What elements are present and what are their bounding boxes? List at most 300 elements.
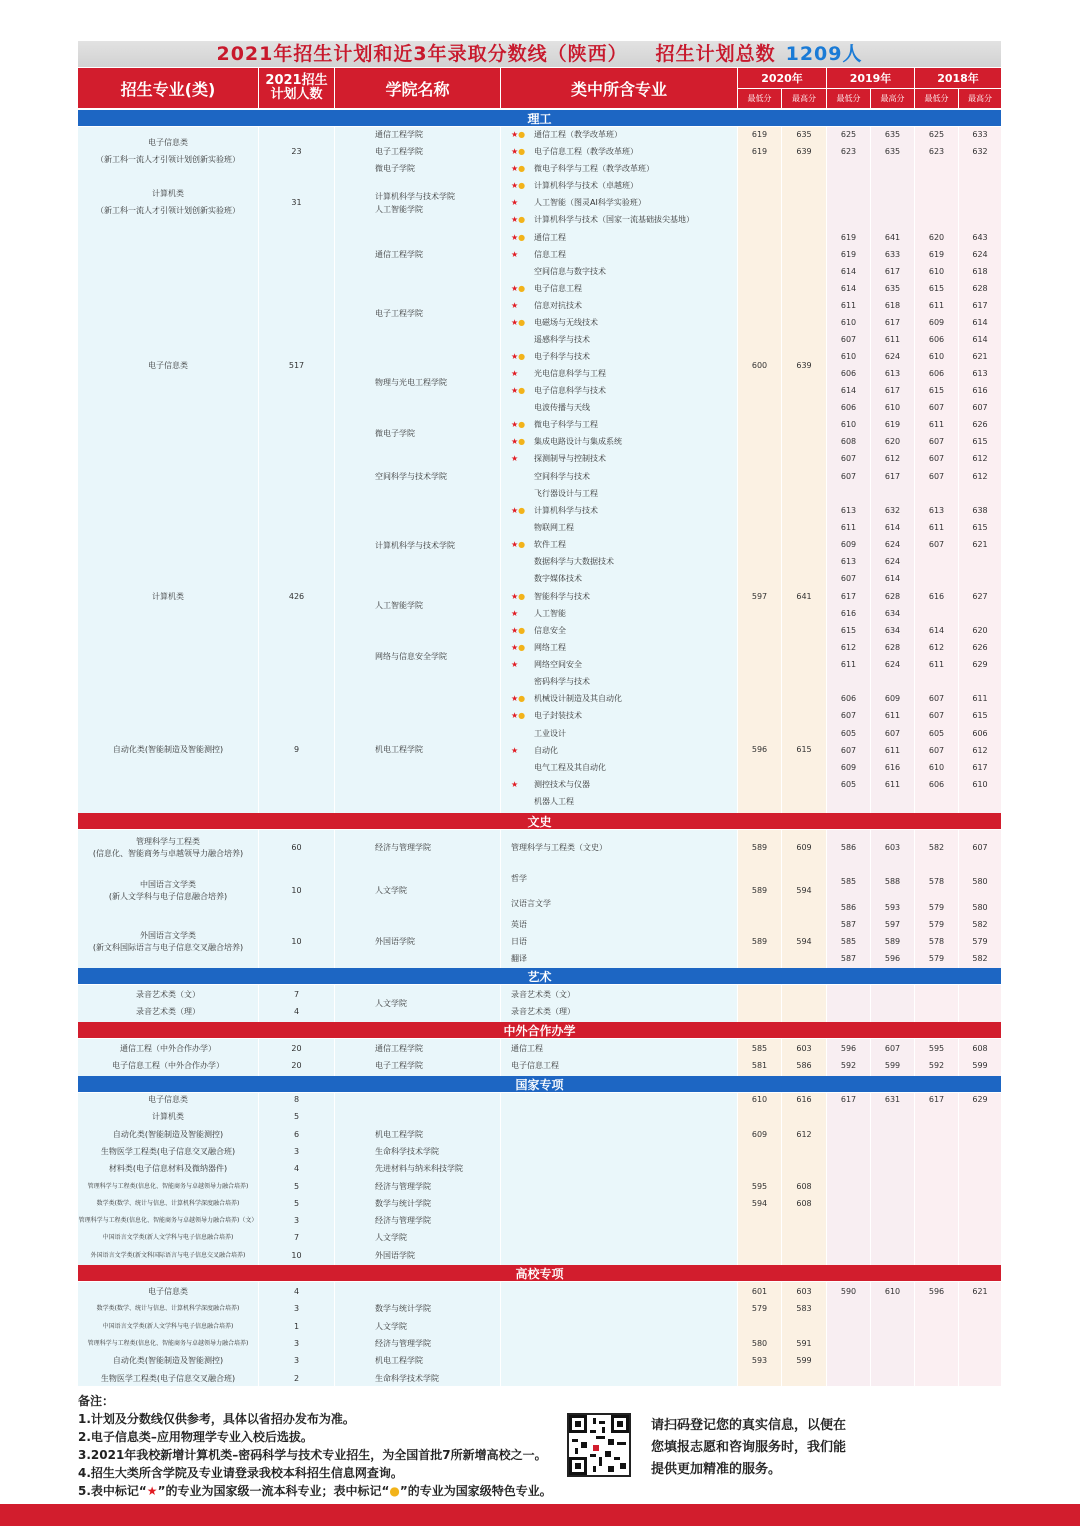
header-2019: 2019年 <box>827 68 914 88</box>
score-2019-high: 628 <box>884 643 901 652</box>
score-2018-high: 618 <box>972 267 988 276</box>
major-name: 材料类(电子信息材料及微纳器件) <box>108 1164 228 1174</box>
star-icon: ★ <box>511 660 519 669</box>
score-2019-high: 628 <box>884 592 901 601</box>
score: 610 <box>884 1287 901 1296</box>
column-bg <box>335 1282 500 1386</box>
score-2020-low: 589 <box>751 886 768 895</box>
college-name: 通信工程学院 <box>375 1044 423 1053</box>
score-2018-low: 610 <box>928 763 945 772</box>
dot-icon: ● <box>518 626 526 635</box>
column-bg <box>501 1093 737 1265</box>
score-2019-low: 619 <box>840 233 857 242</box>
score-2019-high: 635 <box>884 284 901 293</box>
section-wenshi: 文史 <box>78 813 1001 829</box>
college-name: 数学与统计学院 <box>375 1304 431 1314</box>
score: 582 <box>972 954 988 963</box>
college-name: 机电工程学院 <box>375 1129 423 1139</box>
star-icon: ★ <box>511 250 519 259</box>
major-name: 数学类(数学、统计与信息、计算机科学深度融合培养) <box>96 1199 240 1207</box>
score-2019-low: 605 <box>840 780 857 789</box>
score-2018-high: 615 <box>972 437 988 446</box>
column-bg <box>959 1093 1001 1265</box>
score-2018-low: 625 <box>928 130 945 139</box>
star-icon: ★ <box>511 386 519 395</box>
plan-count: 4 <box>293 1007 300 1016</box>
score: 588 <box>884 877 901 886</box>
score: 587 <box>840 954 857 963</box>
sub-major: 计算机科学与技术 <box>534 506 598 515</box>
college-name: 外国语学院 <box>375 1250 415 1260</box>
score: 585 <box>751 1044 768 1053</box>
dot-icon: ● <box>518 694 526 703</box>
score-2018-high: 615 <box>972 711 988 720</box>
score: 592 <box>840 1061 857 1070</box>
mark-icons <box>511 317 525 328</box>
score: 603 <box>796 1044 812 1053</box>
star-icon: ★ <box>511 626 519 635</box>
score: 608 <box>796 1198 812 1208</box>
college-name: 电子工程学院 <box>375 147 423 156</box>
mark-icons <box>511 232 525 243</box>
college-name: 人文学院 <box>375 886 407 895</box>
score-2019-high: 641 <box>884 233 901 242</box>
dot-icon: ● <box>518 506 526 515</box>
qr-code-icon <box>569 1415 629 1475</box>
score-2018-high: 643 <box>972 233 988 242</box>
score-2018-high: 633 <box>972 130 988 139</box>
score-2018-high: 611 <box>972 694 988 703</box>
score-2019-high: 624 <box>884 540 901 549</box>
college-name: 计算机科学与技术学院 <box>375 541 455 550</box>
dot-icon: ● <box>389 1484 400 1498</box>
score-2020-low: 619 <box>751 147 768 156</box>
star-icon: ★ <box>511 318 519 327</box>
score-2020-low: 589 <box>751 937 768 946</box>
score-2019-low: 610 <box>840 352 857 361</box>
score-2018-low: 607 <box>928 694 945 703</box>
score: 595 <box>751 1181 768 1191</box>
score: 617 <box>928 1095 945 1104</box>
dot-icon: ● <box>518 147 526 156</box>
score: 589 <box>884 937 901 946</box>
footer-bar <box>0 1504 1080 1526</box>
score-2019-high: 613 <box>884 369 901 378</box>
sub-major: 录音艺术类（文） <box>511 990 575 999</box>
score-2018-high: 626 <box>972 420 988 429</box>
score-2018-high: 617 <box>972 301 988 310</box>
score: 594 <box>751 1198 768 1208</box>
score-2019-high: 616 <box>884 763 901 772</box>
sub-major: 软件工程 <box>534 540 566 549</box>
mark-icons <box>511 129 525 140</box>
score-2018-low: 614 <box>928 626 945 635</box>
score: 608 <box>972 1044 988 1053</box>
score-2019-high: 617 <box>884 472 901 481</box>
star-icon: ★ <box>511 643 519 652</box>
note-3: 3.2021年我校新增计算机类–密码科学与技术专业招生，为全国首批7所新增高校之一。 <box>78 1448 547 1462</box>
dot-icon: ● <box>518 164 526 173</box>
dot-icon: ● <box>518 592 526 601</box>
score-2019-low: 612 <box>840 643 857 652</box>
mark-icons <box>511 351 525 362</box>
major-name: 录音艺术类（理） <box>136 1007 200 1016</box>
major-note: （新工科一流人才引领计划创新实验班） <box>96 206 240 215</box>
column-bg <box>871 1093 914 1265</box>
score-2018-low: 610 <box>928 352 945 361</box>
college-name: 电子工程学院 <box>375 309 423 318</box>
major-name: 管理科学与工程类(信息化、智能商务与卓越领导力融合培养) <box>87 1182 249 1190</box>
score-2018-high: 607 <box>972 403 988 412</box>
score-2019-high: 634 <box>884 626 901 635</box>
plan-count: 3 <box>293 1216 300 1226</box>
major-name: 管理科学与工程类(信息化、智能商务与卓越领导力融合培养)（文） <box>78 1217 258 1225</box>
score-2018-low: 610 <box>928 267 945 276</box>
sub-major: 空间科学与技术 <box>534 472 590 481</box>
score: 583 <box>796 1304 812 1314</box>
score-2019-high: 624 <box>884 557 901 566</box>
note-2: 2.电子信息类–应用物理学专业入校后选拔。 <box>78 1430 313 1444</box>
college-name: 经济与管理学院 <box>375 1338 431 1348</box>
score-2018-high: 612 <box>972 454 988 463</box>
score-2018-high: 632 <box>972 147 988 156</box>
major-name: 外国语言文学类(新文科国际语言与电子信息交叉融合培养) <box>90 1251 246 1259</box>
score: 580 <box>751 1338 768 1348</box>
plan-count: 20 <box>291 1061 302 1070</box>
score-2019-low: 607 <box>840 454 857 463</box>
star-icon: ★ <box>511 147 519 156</box>
major-name: 自动化类(智能制造及智能测控) <box>112 1129 224 1139</box>
star-icon: ★ <box>511 164 519 173</box>
score: 582 <box>928 843 945 852</box>
score-2020-high: 615 <box>796 745 812 754</box>
dot-icon: ● <box>518 233 526 242</box>
score: 579 <box>928 954 945 963</box>
score: 579 <box>928 903 945 912</box>
sub-major: 微电子科学与工程 <box>534 420 598 429</box>
score-2018-low: 620 <box>928 233 945 242</box>
section-yishu: 艺术 <box>78 968 1001 984</box>
score-2018-low: 607 <box>928 472 945 481</box>
dot-icon: ● <box>518 437 526 446</box>
notes <box>78 1392 552 1500</box>
major-name: 管理科学与工程类 <box>136 837 200 846</box>
title-text: 2021年招生计划和近3年录取分数线（陕西） <box>216 43 628 65</box>
score-2018-low: 606 <box>928 335 945 344</box>
score-2019-high: 624 <box>884 352 901 361</box>
column-bg <box>827 1282 870 1386</box>
major-name: 计算机类 <box>152 1112 184 1122</box>
college-name: 人工智能学院 <box>375 205 423 214</box>
score-2018-high: 614 <box>972 335 988 344</box>
score-2018-high: 606 <box>972 729 988 738</box>
header-major: 招生专业(类) <box>78 68 258 108</box>
column-bg <box>782 1282 826 1386</box>
score-2018-low: 607 <box>928 711 945 720</box>
score-2020-low: 596 <box>751 745 768 754</box>
header-2018: 2018年 <box>915 68 1001 88</box>
mark-icons <box>511 436 525 447</box>
score: 579 <box>972 937 988 946</box>
plan-count: 3 <box>293 1304 300 1314</box>
note-4: 4.招生大类所含学院及专业请登录我校本科招生信息网查询。 <box>78 1466 403 1480</box>
plan-count: 2 <box>293 1373 300 1383</box>
score: 578 <box>928 937 945 946</box>
score: 586 <box>796 1061 812 1070</box>
score: 609 <box>796 843 812 852</box>
section-hezuo: 中外合作办学 <box>78 1022 1001 1038</box>
score-2019-low: 615 <box>840 626 857 635</box>
college-name: 人文学院 <box>375 999 407 1008</box>
score: 585 <box>840 937 857 946</box>
score-2020-low: 619 <box>751 130 768 139</box>
qr-line-2: 您填报志愿和咨询服务时，我们能 <box>651 1440 847 1455</box>
dot-icon: ● <box>518 284 526 293</box>
score-2020-low: 600 <box>751 361 768 370</box>
note-5-c: ”的专业为国家级特色专业。 <box>399 1484 552 1498</box>
header-sub: 类中所含专业 <box>501 68 737 108</box>
score: 585 <box>840 877 857 886</box>
mark-icons <box>511 745 518 756</box>
score-2018-high: 616 <box>972 386 988 395</box>
score: 581 <box>751 1061 768 1070</box>
score-2018-low: 619 <box>928 250 945 259</box>
score-2019-high: 618 <box>884 301 901 310</box>
column-bg <box>738 985 781 1022</box>
plan-count: 20 <box>291 1044 302 1053</box>
sub-major: 电子信息工程（教学改革班） <box>534 147 638 156</box>
score-2019-low: 608 <box>840 437 857 446</box>
sub-major: 遥感科学与技术 <box>534 335 590 344</box>
college-name: 经济与管理学院 <box>375 843 431 852</box>
major-name: 中国语言文学类 <box>140 880 196 889</box>
mark-icons <box>511 385 525 396</box>
score: 596 <box>884 954 901 963</box>
major-name: 电子信息类 <box>148 1095 188 1104</box>
score-2018-low: 607 <box>928 437 945 446</box>
header-high: 最高分 <box>959 89 1001 108</box>
score-2020-high: 635 <box>796 130 812 139</box>
mark-icons <box>511 300 518 311</box>
column-bg <box>782 127 826 813</box>
score-2018-low: 615 <box>928 284 945 293</box>
sub-major: 电子封装技术 <box>534 711 582 720</box>
score-2018-high: 621 <box>972 540 988 549</box>
score-2019-high: 611 <box>884 335 901 344</box>
sub-major: 飞行器设计与工程 <box>534 489 598 498</box>
score-2019-low: 606 <box>840 369 857 378</box>
mark-icons <box>511 180 525 191</box>
major-name: 通信工程（中外合作办学） <box>120 1044 216 1053</box>
column-bg <box>959 1282 1001 1386</box>
page-title <box>78 41 1001 67</box>
mark-icons <box>511 539 525 550</box>
column-bg <box>501 1282 737 1386</box>
score-2018-high: 621 <box>972 352 988 361</box>
score: 603 <box>796 1287 812 1296</box>
notes-title: 备注： <box>78 1394 115 1408</box>
plan-count: 426 <box>288 592 305 601</box>
sub-major: 信息对抗技术 <box>534 301 582 310</box>
score-2019-low: 610 <box>840 318 857 327</box>
score-2019-high: 632 <box>884 506 901 515</box>
star-icon: ★ <box>511 420 519 429</box>
score-2018-high: 620 <box>972 626 988 635</box>
mark-icons <box>511 163 525 174</box>
score-2019-low: 610 <box>840 420 857 429</box>
star-icon: ★ <box>511 592 519 601</box>
note-1: 1.计划及分数线仅供参考，具体以省招办发布为准。 <box>78 1412 355 1426</box>
column-bg <box>782 985 826 1022</box>
score: 617 <box>840 1095 857 1104</box>
score: 599 <box>796 1356 812 1366</box>
mark-icons <box>511 249 518 260</box>
college-name: 生命科学技术学院 <box>375 1373 439 1383</box>
section-guojia: 国家专项 <box>78 1076 1001 1092</box>
sub-major: 翻译 <box>511 954 527 963</box>
sub-major: 人工智能（图灵AI科学实验班） <box>534 198 646 207</box>
score: 603 <box>884 843 901 852</box>
sub-major: 空间信息与数字技术 <box>534 267 606 276</box>
college-name: 数学与统计学院 <box>375 1198 431 1208</box>
sub-major: 数据科学与大数据技术 <box>534 557 614 566</box>
score-2018-low: 613 <box>928 506 945 515</box>
column-bg <box>959 985 1001 1022</box>
score-2019-low: 605 <box>840 729 857 738</box>
score-2018-low: 611 <box>928 523 945 532</box>
header-plan: 2021招生计划人数 <box>259 68 334 108</box>
score-2018-high: 628 <box>972 284 988 293</box>
score: 589 <box>751 843 768 852</box>
major-name: 数学类(数学、统计与信息、计算机科学深度融合培养) <box>96 1305 240 1313</box>
star-icon: ★ <box>511 609 519 618</box>
score: 607 <box>884 1044 901 1053</box>
score: 612 <box>796 1129 812 1139</box>
sub-major: 网络空间安全 <box>534 660 582 669</box>
score: 607 <box>972 843 988 852</box>
column-bg <box>871 985 914 1022</box>
mark-icons <box>511 368 518 379</box>
column-bg <box>738 127 781 813</box>
header-college: 学院名称 <box>335 68 500 108</box>
score-2018-high: 629 <box>972 660 988 669</box>
score-2018-high: 612 <box>972 472 988 481</box>
score-2019-low: 607 <box>840 746 857 755</box>
score-2019-low: 607 <box>840 711 857 720</box>
college-name: 通信工程学院 <box>375 250 423 259</box>
major-note: （新工科一流人才引领计划创新实验班） <box>96 155 240 164</box>
score-2019-low: 606 <box>840 694 857 703</box>
dot-icon: ● <box>518 130 526 139</box>
star-icon: ★ <box>511 369 519 378</box>
college-name: 网络与信息安全学院 <box>375 652 447 661</box>
sub-major: 哲学 <box>511 874 527 883</box>
score-2019-high: 611 <box>884 711 901 720</box>
score-2018-low: 611 <box>928 420 945 429</box>
plan-count: 60 <box>291 843 302 852</box>
college-name: 电子工程学院 <box>375 1061 423 1070</box>
score-2019-high: 635 <box>884 147 901 156</box>
major-name: 外国语言文学类 <box>140 931 196 940</box>
plan-count: 4 <box>293 1287 300 1296</box>
score-2020-high: 639 <box>796 361 812 370</box>
score: 592 <box>928 1061 945 1070</box>
score-2019-high: 617 <box>884 386 901 395</box>
major-name: 生物医学工程类(电子信息交叉融合班) <box>100 1146 236 1156</box>
plan-count: 517 <box>288 361 305 370</box>
qr-code[interactable] <box>567 1413 631 1477</box>
plan-count: 1 <box>293 1321 300 1331</box>
sub-major: 自动化 <box>534 746 558 755</box>
score-2019-high: 607 <box>884 729 901 738</box>
sub-major: 智能科学与技术 <box>534 592 590 601</box>
score-2018-low: 605 <box>928 729 945 738</box>
qr-line-3: 提供更加精准的服务。 <box>651 1462 782 1477</box>
score-2019-low: 611 <box>840 660 857 669</box>
score-2018-low: 611 <box>928 660 945 669</box>
score-2019-high: 612 <box>884 454 901 463</box>
major-name: 电子信息类 <box>148 1287 188 1296</box>
plan-count: 7 <box>293 990 300 999</box>
score-2020-high: 641 <box>796 592 812 601</box>
mark-icons <box>511 453 518 464</box>
star-icon: ★ <box>511 130 519 139</box>
score-2018-low: 616 <box>928 592 945 601</box>
sub-major: 通信工程 <box>534 233 566 242</box>
sub-major: 通信工程（教学改革班） <box>534 130 622 139</box>
score: 601 <box>751 1287 768 1296</box>
star-icon: ★ <box>511 181 519 190</box>
column-bg <box>915 1093 958 1265</box>
score-2019-high: 635 <box>884 130 901 139</box>
score-2018-low: 612 <box>928 643 945 652</box>
major-name: 自动化类(智能制造及智能测控) <box>112 745 224 754</box>
score-2020-high: 594 <box>796 937 812 946</box>
star-icon: ★ <box>511 352 519 361</box>
score-2019-low: 617 <box>840 592 857 601</box>
plan-count: 5 <box>293 1198 300 1208</box>
plan-count: 8 <box>293 1095 300 1104</box>
mark-icons <box>511 625 525 636</box>
note-5 <box>78 1482 552 1500</box>
sub-major: 电子信息工程 <box>511 1061 559 1070</box>
plan-count: 7 <box>293 1233 300 1243</box>
mark-icons <box>511 710 525 721</box>
sub-major: 录音艺术类（理） <box>511 1007 575 1016</box>
mark-icons <box>511 283 525 294</box>
plan-count: 10 <box>291 937 302 946</box>
column-bg <box>738 1282 781 1386</box>
score-2019-low: 625 <box>840 130 857 139</box>
score: 631 <box>884 1095 901 1104</box>
dot-icon: ● <box>518 420 526 429</box>
column-bg <box>335 127 500 813</box>
score: 593 <box>751 1356 768 1366</box>
header-high: 最高分 <box>782 89 826 108</box>
score-2018-high: 615 <box>972 523 988 532</box>
star-icon: ★ <box>511 711 519 720</box>
plan-count: 23 <box>291 147 302 156</box>
plan-count: 3 <box>293 1338 300 1348</box>
sub-major: 通信工程 <box>511 1044 543 1053</box>
score-2019-low: 607 <box>840 335 857 344</box>
score-2018-high: 617 <box>972 763 988 772</box>
column-bg <box>782 1093 826 1265</box>
score-2018-low: 623 <box>928 147 945 156</box>
star-icon: ★ <box>511 198 519 207</box>
college-name: 生命科学技术学院 <box>375 1146 439 1156</box>
score: 586 <box>840 903 857 912</box>
